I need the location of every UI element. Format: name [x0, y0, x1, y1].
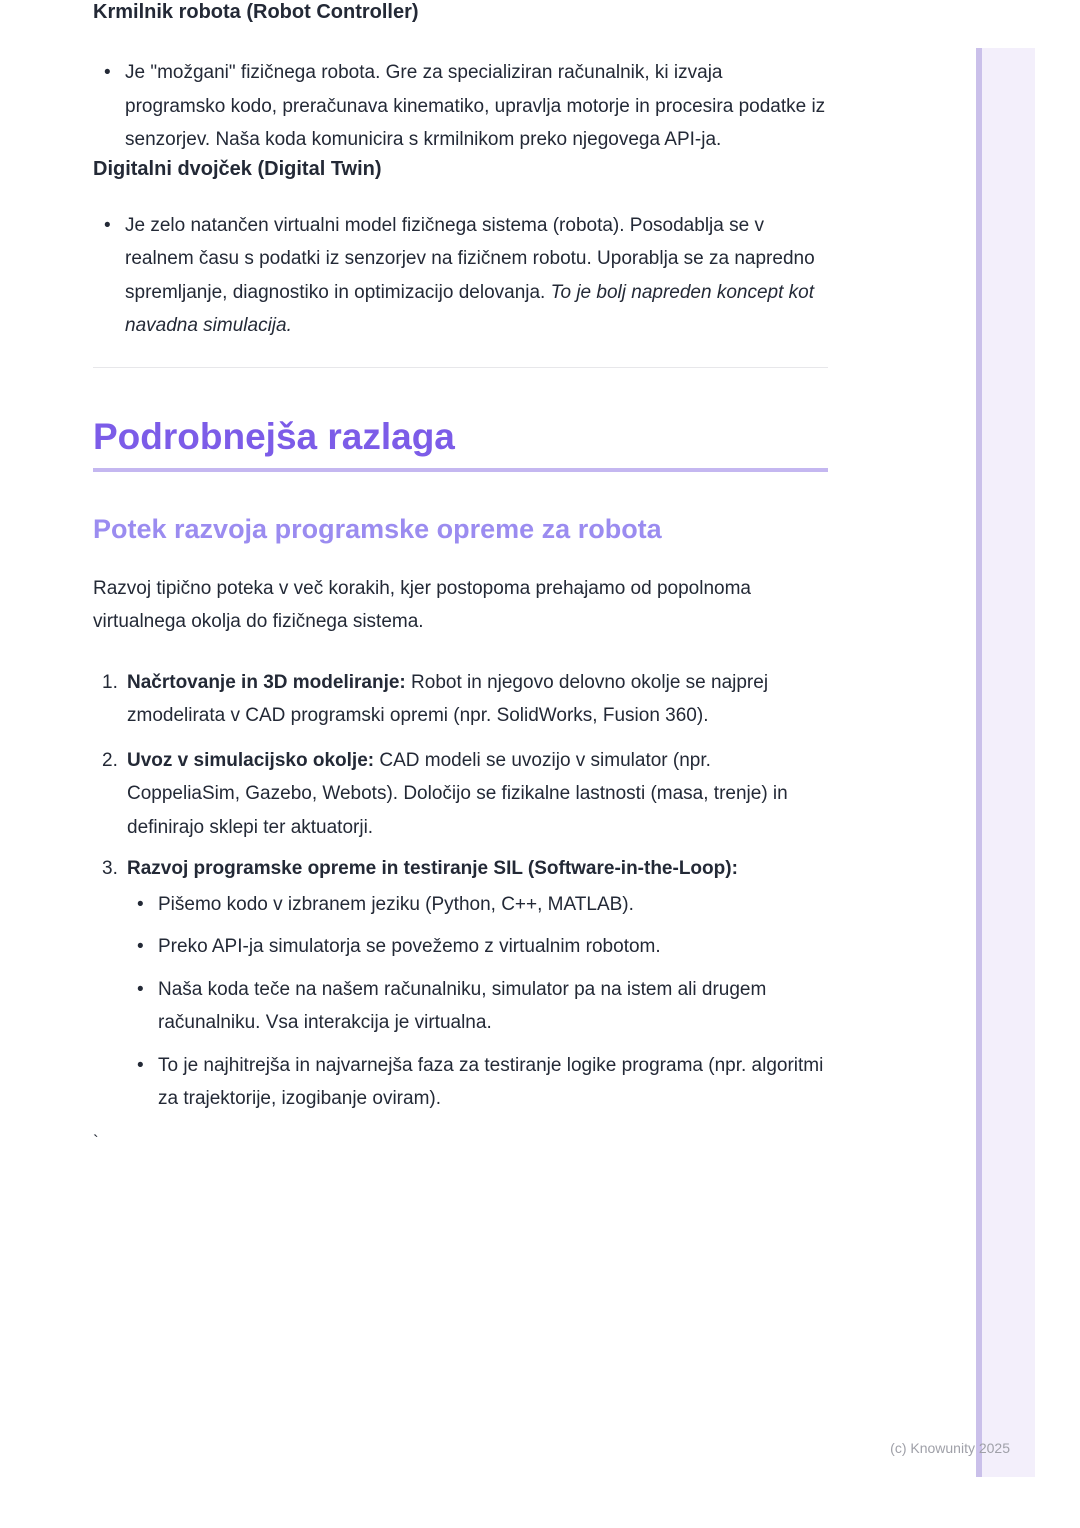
development-steps-list — [93, 666, 828, 1116]
sil-bullet-3: • Naša koda teče na našem računalniku, simulator pa na istem ali drugem računalniku. Vsa interakcija je virtualna. — [127, 973, 828, 1040]
subsection-heading-development-flow: Potek razvoja programske opreme za robota — [93, 513, 662, 544]
right-margin-panel — [976, 48, 1035, 1477]
section-heading-robot-controller: Krmilnik robota (Robot Controller) — [93, 1, 419, 23]
digital-twin-bullet-italic-text: To je bolj napreden koncept kot navadna simulacija. — [125, 281, 814, 336]
step-item-3 — [93, 852, 828, 1116]
step-text: Robot in njegovo delovno okolje se najprej zmodelirata v CAD programski opremi (npr. SolidWorks, Fusion 360). — [127, 671, 769, 726]
intro-paragraph: Razvoj tipično poteka v več korakih, kjer postopoma prehajamo od popolnoma virtualnega okolja do fizičnega sistema. — [93, 577, 751, 632]
robot-controller-bullet-text: Je "možgani" fizičnega robota. Gre za specializiran računalnik, ki izvaja programsko kodo, preračunava kinematiko, upravlja motorje in procesira podatke iz senzorjev. Naša koda komunicira s krmilnikom preko njegovega API-ja. — [125, 62, 826, 150]
digital-twin-bullet-text: Je zelo natančen virtualni model fizičnega sistema (robota). Posodablja se v realnem času s podatki iz senzorjev na fizičnem robotu. Uporablja se za napredno spremljanje, diagnostiko in optimizacijo delovanja. — [125, 214, 815, 303]
section-heading-digital-twin: Digitalni dvojček (Digital Twin) — [93, 157, 382, 180]
digital-twin-bullet-list — [93, 209, 828, 343]
step-bold-label: Razvoj programske opreme in testiranje SIL (Software-in-the-Loop): — [127, 858, 738, 879]
sil-bullet-1: • Pišemo kodo v izbranem jeziku (Python, C++, MATLAB). — [127, 888, 828, 922]
stray-backtick-character: ` — [93, 1131, 99, 1151]
step-item-2 — [93, 744, 828, 845]
list-item — [93, 56, 828, 157]
step-bold-label: Načrtovanje in 3D modeliranje: — [127, 671, 406, 693]
step-text: CAD modeli se uvozijo v simulator (npr. CoppeliaSim, Gazebo, Webots). Določijo se fizikalne lastnosti (masa, trenje) in definirajo sklepi ter aktuatorji. — [127, 749, 788, 838]
step-number: 2. — [102, 749, 118, 771]
step-number: 1. — [102, 671, 118, 693]
document-content — [93, 0, 828, 1152]
step-number: 3. — [102, 858, 118, 879]
step-item-1 — [93, 666, 828, 733]
robot-controller-bullet-list — [93, 56, 828, 157]
list-item — [93, 209, 828, 343]
section-divider — [93, 367, 828, 368]
copyright-notice: (c) Knowunity 2025 — [890, 1440, 1010, 1456]
step-bold-label: Uvoz v simulacijsko okolje: — [127, 749, 375, 771]
sil-bullet-2: • Preko API-ja simulatorja se povežemo z virtualnim robotom. — [127, 930, 828, 964]
sil-bullet-4: • To je najhitrejša in najvarnejša faza za testiranje logike programa (npr. algoritmi za trajektorije, izogibanje oviram). — [127, 1049, 828, 1116]
page-title: Podrobnejša razlaga — [93, 416, 828, 472]
sil-bullet-list — [127, 888, 828, 1116]
